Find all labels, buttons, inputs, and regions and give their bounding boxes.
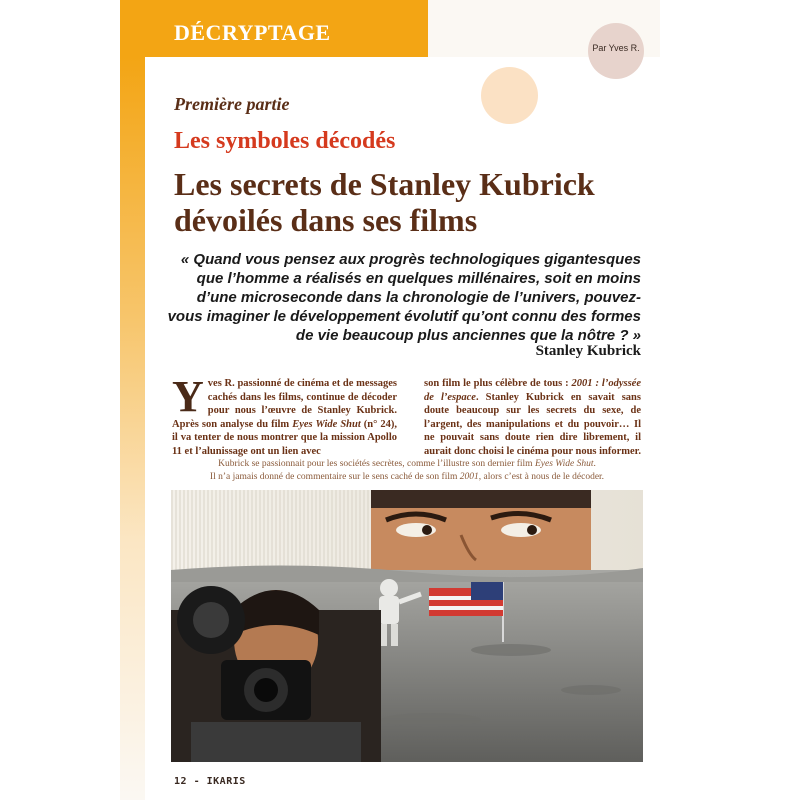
peeking-face	[371, 490, 591, 580]
photo-caption	[172, 458, 642, 484]
body-column-1	[172, 372, 397, 459]
pull-quote: « Quand vous pensez aux progrès technologiques gigantesques que l’homme a réalisés en quelques millénaires, soit en moins d’une microseconde dans la chronologie de l’univers, pouvez-vous imaginer le développement évolutif qu’ont connu des formes de vie beaucoup plus anciennes que la nôtre ? »	[167, 251, 641, 344]
article-subtitle: Les symboles décodés	[174, 128, 396, 154]
caption-text: .	[593, 459, 596, 469]
section-label: DÉCRYPTAGE	[174, 20, 331, 45]
film-title: 2001	[459, 472, 479, 482]
decorative-circle	[481, 67, 538, 124]
article-kicker: Première partie	[174, 94, 290, 114]
article-title: Les secrets de Stanley Kubrick dévoilés dans ses films	[174, 166, 595, 238]
quote-author: Stanley Kubrick	[535, 343, 641, 359]
section-side-gradient	[120, 57, 145, 800]
film-title: 2001 : l’odyssée de l’espace	[424, 378, 641, 403]
body-text: (n° 24), il va tenter de nous montrer que la mission Apollo 11 et l’alunissage ont un lien avec	[172, 418, 397, 457]
body-column-2	[424, 377, 641, 459]
collage-photo	[171, 490, 643, 762]
drop-cap: Y	[172, 372, 204, 421]
photo-collage-illustration	[171, 490, 643, 762]
author-byline: Par Yves R.	[592, 43, 640, 53]
director-with-camera	[171, 586, 381, 762]
magazine-name: IKARIS	[206, 776, 246, 787]
caption-text: Kubrick se passionnait pour les sociétés secrètes, comme l’illustre son dernier film	[218, 459, 535, 469]
footer-separator: -	[193, 776, 201, 787]
body-text: . Stanley Kubrick en savait sans doute beaucoup sur les secrets du sexe, de l’argent, des manipulations et du pouvoir… Il ne pouvait sans doute rien dire librement, il aurait donc choisi le cinéma pour nous informer.	[424, 391, 642, 457]
body-text: ves R. passionné de cinéma et de messages cachés dans les films, continue de décoder pour nous l’œuvre de Stanley Kubrick. Après son analyse du film	[172, 378, 397, 430]
film-title: Eyes Wide Shut	[292, 418, 361, 430]
page-footer	[174, 776, 246, 787]
body-text: son film le plus célèbre de tous :	[424, 378, 572, 389]
caption-text: Il n’a jamais donné de commentaire sur le sens caché de son film	[209, 472, 460, 482]
film-title: Eyes Wide Shut	[534, 459, 594, 469]
caption-text: , alors c’est à nous de le décoder.	[478, 472, 605, 482]
page-number: 12	[174, 776, 188, 787]
